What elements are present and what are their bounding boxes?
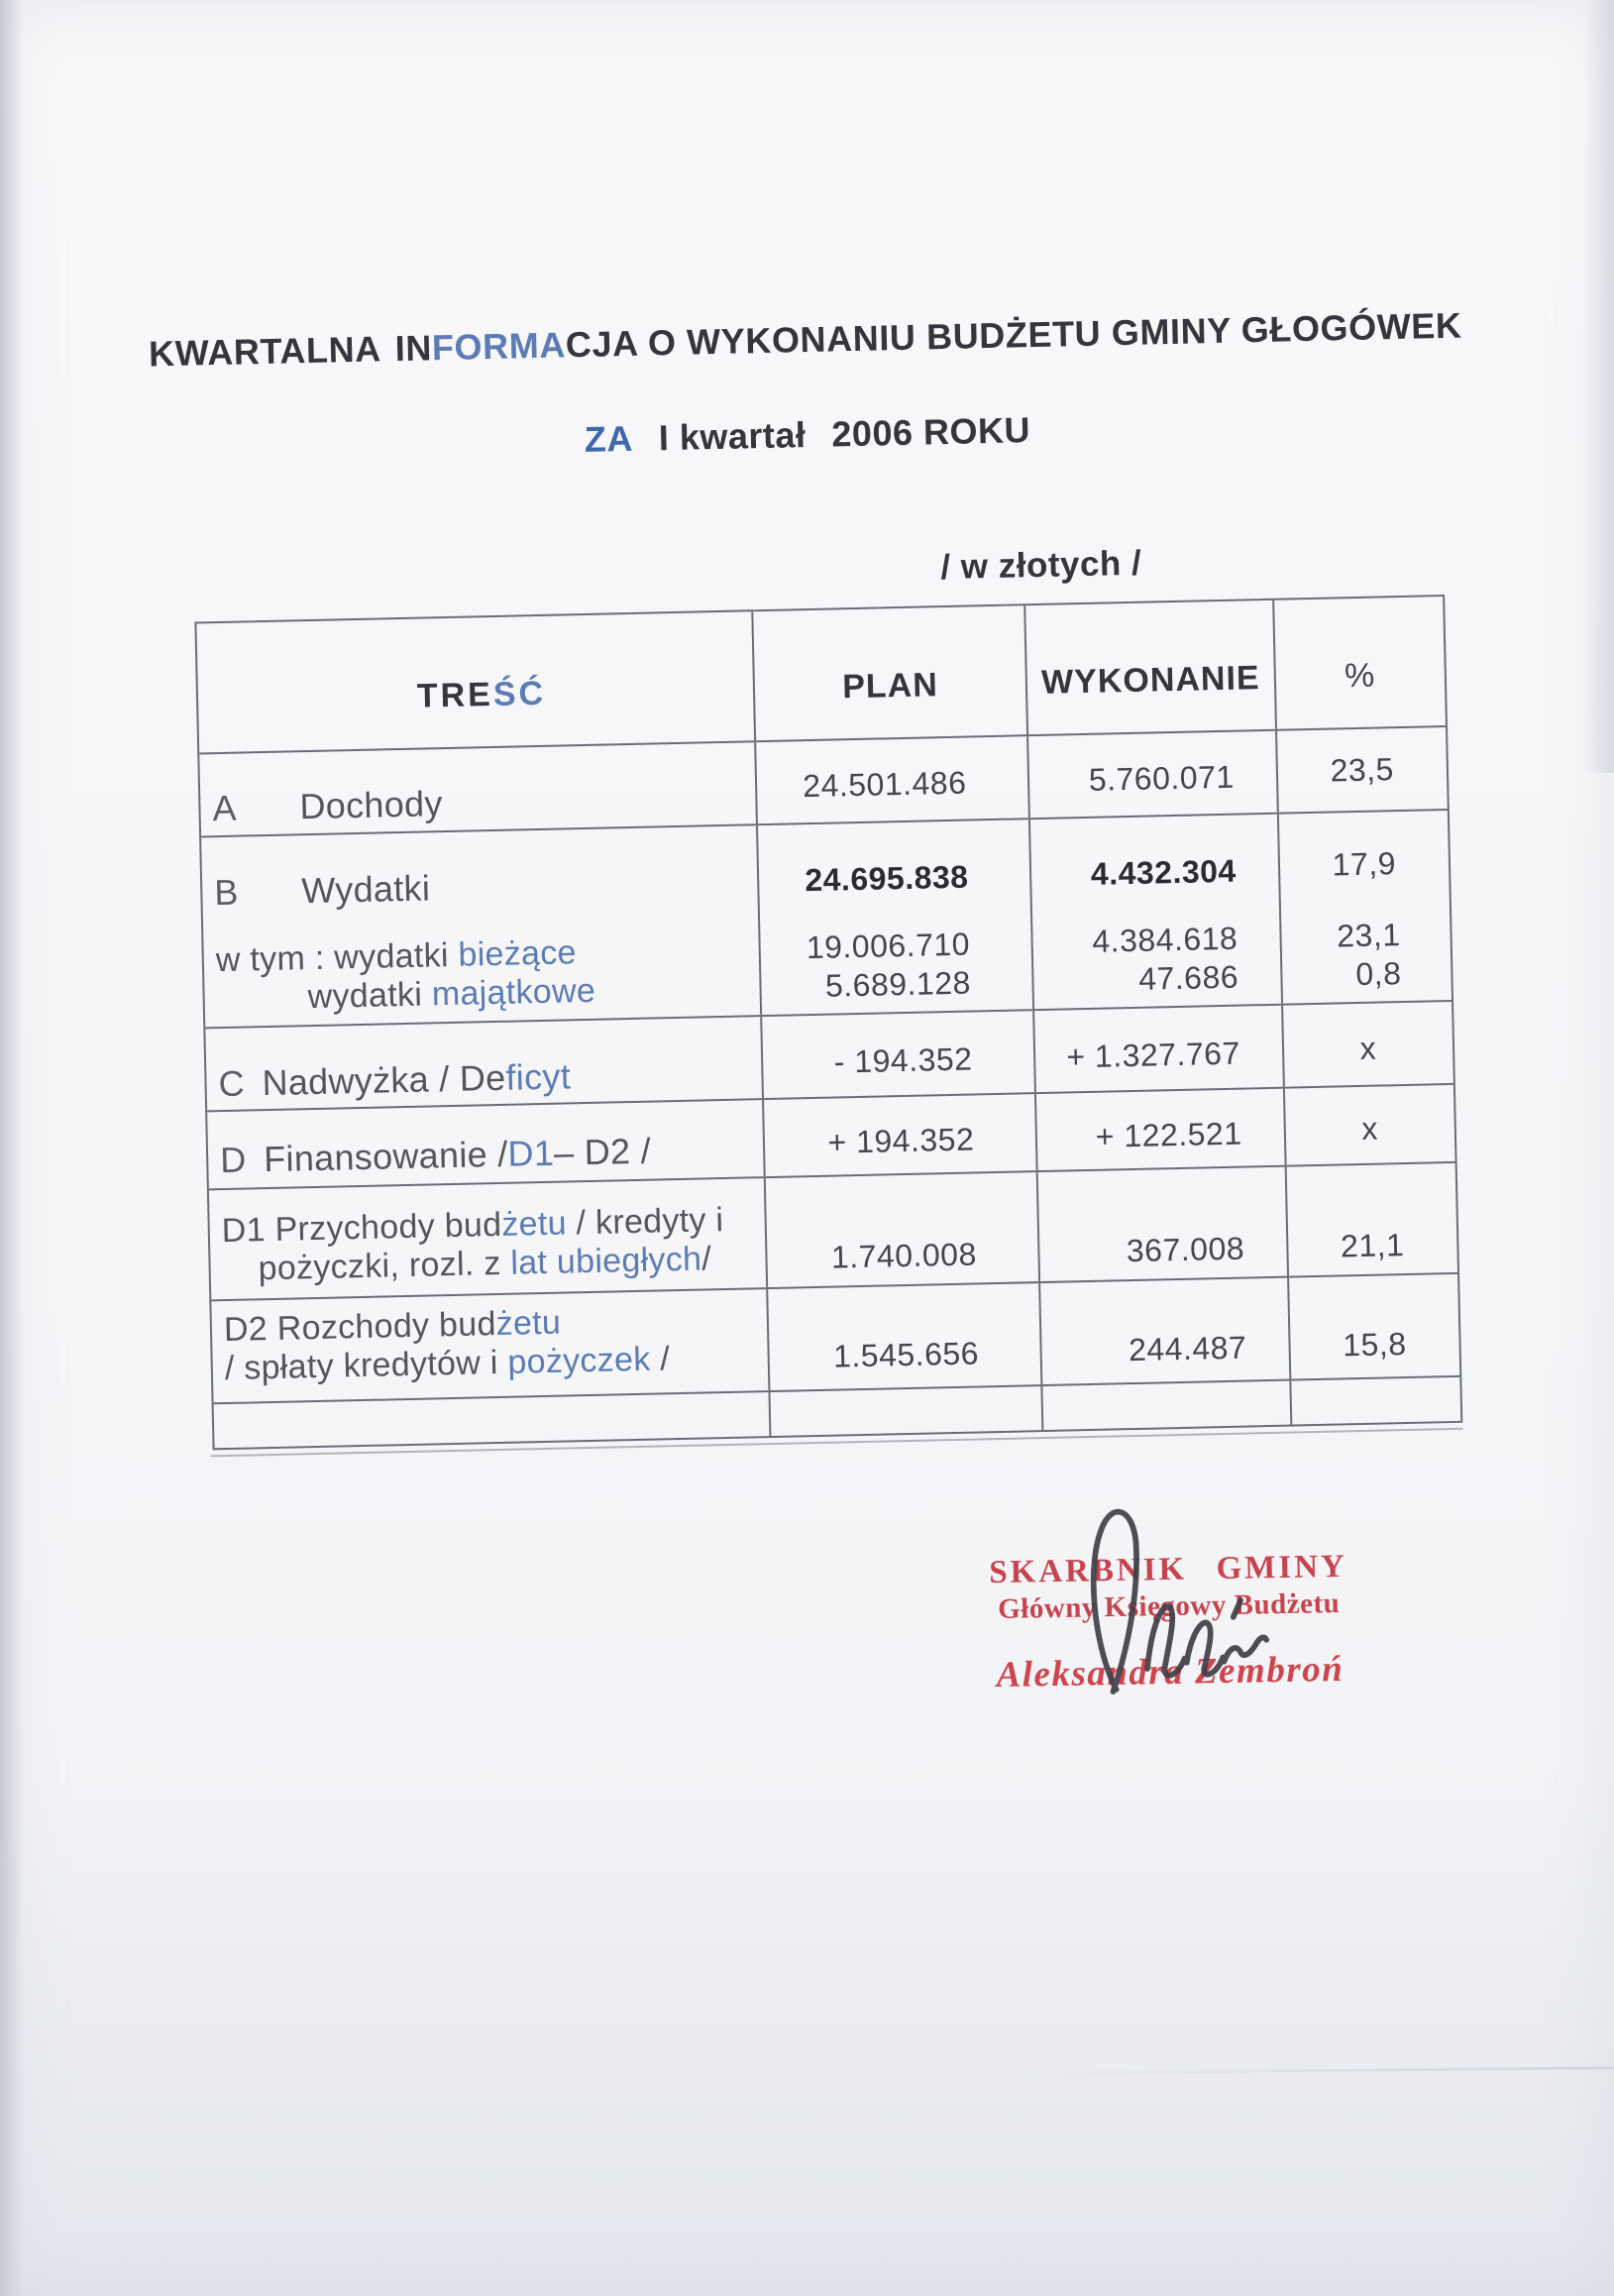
handwritten-signature	[1056, 1500, 1284, 1698]
currency-note: / w złotych /	[939, 543, 1142, 588]
cell-label: w tym : wydatki bieżące wydatki majątkowe	[215, 933, 596, 1017]
cell-label: A Dochody	[212, 783, 444, 829]
cell-label: C Nadwyżka / De ficyt	[218, 1055, 572, 1105]
cell-wykonanie: 5.760.071	[1026, 731, 1276, 818]
cell-percent: x	[1283, 1085, 1455, 1165]
cell-plan: 19.006.710 5.689.128	[758, 916, 1032, 1015]
stamp-title: SKARBNIK GMINY	[988, 1548, 1348, 1591]
col-header-percent: %	[1272, 597, 1446, 729]
cell-percent: 15,8	[1287, 1274, 1460, 1379]
cell-wykonanie: + 122.521	[1034, 1089, 1284, 1170]
cell-label: D1 Przychody budżetu / kredyty i pożyczki, rozl. z lat ubiegłych/	[221, 1201, 724, 1288]
cell-plan: 1.740.008	[764, 1172, 1039, 1287]
cell-wykonanie: 367.008	[1036, 1167, 1287, 1281]
cell-percent: 21,1	[1284, 1163, 1457, 1276]
budget-table	[194, 595, 1462, 1450]
cell-wykonanie: 4.384.618 47.686	[1030, 911, 1280, 1009]
col-header-wykonanie: WYKONANIE	[1024, 601, 1275, 734]
cell-percent: 23,1 0,8	[1279, 907, 1452, 1004]
cell-plan: 1.545.656	[766, 1283, 1041, 1390]
col-header-tresc: TRE ŚĆ	[416, 674, 547, 715]
cell-wykonanie: + 1.327.767	[1032, 1006, 1282, 1092]
stamp-subtitle: Główny Księgowy Budżetu	[997, 1586, 1341, 1626]
col-header-plan: PLAN	[751, 605, 1026, 740]
cell-plan: + 194.352	[762, 1094, 1036, 1176]
cell-label: D Finansowanie / D1 – D2 /	[219, 1130, 652, 1181]
cell-label: D2 Rozchody budżetu / spłaty kredytów i pożyczek /	[223, 1303, 671, 1388]
stamp-signatory-name: Aleksandra Zembroń	[996, 1648, 1345, 1696]
cell-wykonanie: 244.487	[1038, 1278, 1288, 1384]
document-title: KWARTALNA INFORMACJA O WYKONANIU BUDŻETU GMINY GŁOGÓWEK	[148, 304, 1462, 375]
cell-label: B Wydatki	[213, 867, 431, 914]
cell-plan: - 194.352	[760, 1011, 1034, 1098]
cell-wykonanie: 4.432.304	[1028, 815, 1278, 916]
document-subtitle: ZA I kwartał 2006 ROKU	[584, 409, 1031, 460]
cell-percent: x	[1281, 1002, 1453, 1087]
cell-plan: 24.695.838	[756, 820, 1031, 922]
scan-bottom-shading	[0, 1781, 1614, 2296]
cell-percent: 23,5	[1275, 727, 1448, 813]
cell-plan: 24.501.486	[754, 736, 1028, 823]
cell-percent: 17,9	[1277, 811, 1450, 911]
